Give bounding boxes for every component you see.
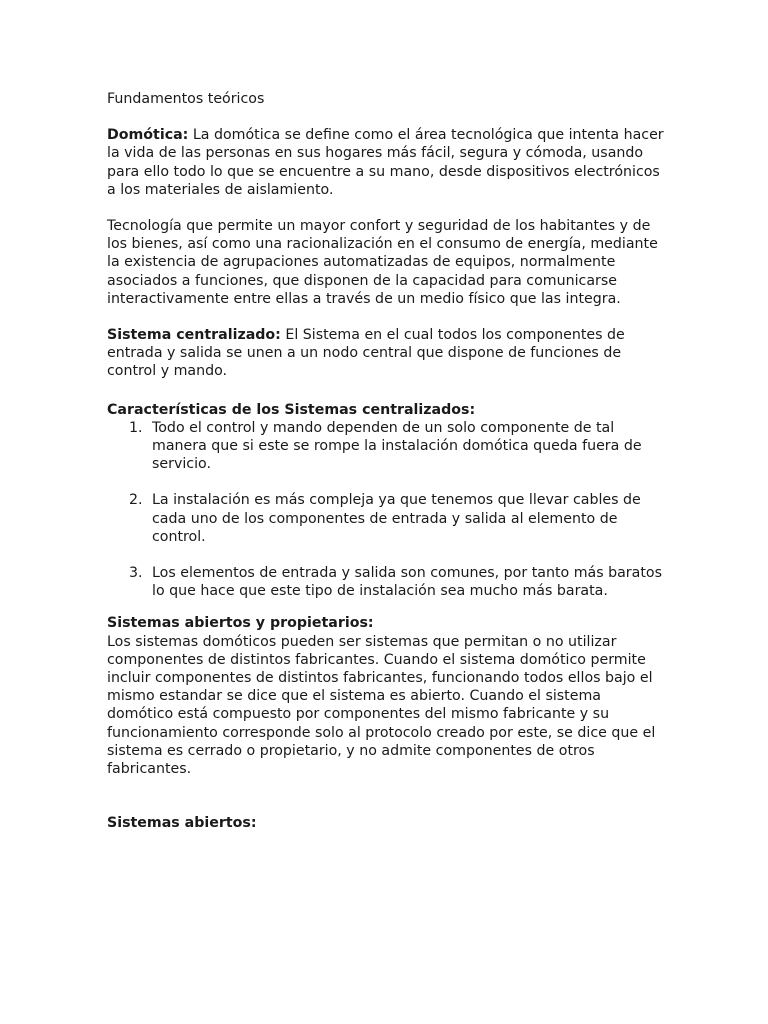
list-item-number: 3. — [129, 565, 143, 582]
list-item-text: Todo el control y mando dependen de un solo componente de tal manera que si este se rompe la instalación domótica queda fuera de servicio. — [152, 419, 642, 473]
domotica-text: La domótica se define como el área tecnológica que intenta hacer la vida de las personas en sus hogares más fácil, segura y cómoda, usando para ello todo lo que se encuentre a su mano, desde dispositivos electrónicos a los materiales de aislamiento. — [107, 127, 664, 198]
document-page — [107, 90, 667, 833]
domotica-definition — [107, 126, 667, 199]
caracteristicas-heading: Características de los Sistemas centralizados: — [107, 401, 476, 418]
tecnologia-paragraph: Tecnología que permite un mayor confort y seguridad de los habitantes y de los bienes, así como una racionalización en el consumo de energía, mediante la existencia de agrupaciones automatizadas de equipos, normalmente asociados a funciones, que disponen de la capacidad para comunicarse interactivamente entre ellas a través de un medio físico que las integra. — [107, 218, 658, 307]
centralizado-text: El Sistema en el cual todos los componentes de entrada y salida se unen a un nodo central que dispone de funciones de control y mando. — [107, 327, 625, 380]
list-item-number: 1. — [129, 419, 143, 436]
list-item — [107, 564, 667, 600]
domotica-term: Domótica: — [107, 127, 189, 144]
list-item-number: 2. — [129, 492, 143, 509]
abiertos-propietarios-text: Los sistemas domóticos pueden ser sistemas que permitan o no utilizar componentes de distintos fabricantes. Cuando el sistema domótico permite incluir componentes de distintos fabricantes, funcionando todos ellos bajo el mismo estandar se dice que el sistema es abierto. Cuando el sistema domótico está compuesto por componentes del mismo fabricante y su funcionamiento corresponde solo al protocolo creado por este, se dice que el sistema es cerrado o propietario, y no admite componentes de otros fabricantes. — [107, 633, 656, 778]
caracteristicas-list — [107, 419, 667, 601]
list-item — [107, 491, 667, 546]
centralizado-definition — [107, 326, 667, 381]
list-item-text: La instalación es más compleja ya que tenemos que llevar cables de cada uno de los componentes de entrada y salida al elemento de control. — [152, 492, 641, 545]
list-item — [107, 419, 667, 474]
document-title: Fundamentos teóricos — [107, 91, 265, 107]
abiertos-heading: Sistemas abiertos: — [107, 815, 257, 832]
abiertos-propietarios-heading: Sistemas abiertos y propietarios: — [107, 615, 374, 632]
list-item-text: Los elementos de entrada y salida son comunes, por tanto más baratos lo que hace que este tipo de instalación sea mucho más barata. — [152, 565, 662, 600]
centralizado-term: Sistema centralizado: — [107, 327, 281, 344]
